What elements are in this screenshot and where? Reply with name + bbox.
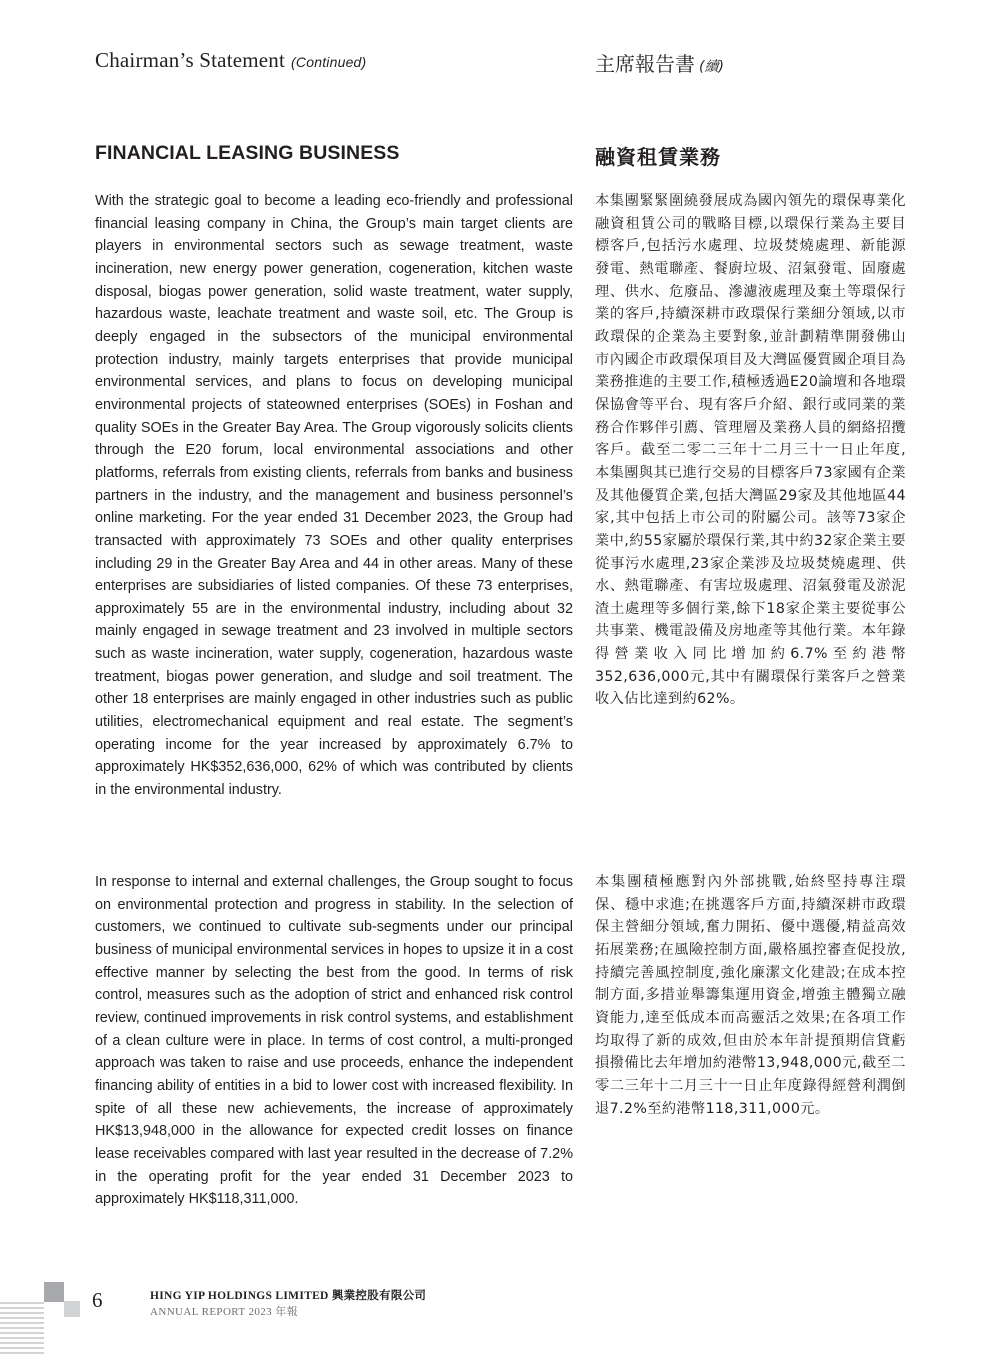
paragraph-en-1: With the strategic goal to become a leading eco-friendly and professional financial leasing company in China, the Group’s main target clients are players in environmental sectors such as sewage treatment, waste incineration, new energy power generation, cogeneration, kitchen waste disposal, biogas power generation, solid waste treatment, water supply, hazardous waste, leachate treatment and waste soil, etc. The Group is deeply engaged in the subsectors of the municipal environmental protection industry, mainly targets enterprises that provide municipal environmental services, and plans to focus on developing municipal environmental projects of stateowned enterprises (SOEs) in Foshan and quality SOEs in the Greater Bay Area. The Group vigorously solicits clients through the E20 forum, local environmental associations and other platforms, referrals from existing clients, referrals from banks and business partners in the industry, and the management and business personnel’s online marketing. For the year ended 31 December 2023, the Group had transacted with approximately 73 SOEs and other quality enterprises including 29 in the Greater Bay Area and 44 in other areas. Many of these enterprises are subsidiaries of listed companies. Of these 73 enterprises, approximately 55 are in the environmental industry, including about 32 mainly engaged in sewage treatment and 23 involved in multiple sectors such as waste incineration, water supply, cogeneration, hazardous waste treatment, biogas power generation, and sludge and soil treatment. The other 18 enterprises are mainly engaged in other industries such as public utilities, electromechanical equipment and real estate. The segment’s operating income for the year increased by approximately 6.7% to approximately HK$352,636,000, 62% of which was contributed by clients in the environmental industry.	[95, 193, 573, 799]
page-number: 6	[92, 1288, 103, 1312]
paragraph-en-2: In response to internal and external challenges, the Group sought to focus on environmental protection and progress in stability. In the selection of customers, we continued to cultivate sub-segments under our principal business of municipal environmental services in hopes to upsize it in a cost effective manner by selecting the best from the good. In terms of risk control, measures such as the adoption of strict and enhanced risk control review, continued improvements in risk control systems, and establishment of a clean culture were in place. In terms of cost control, a multi-pronged approach was taken to raise and use proceeds, enhance the independent financing ability of entities in a bid to lower cost with increased flexibility. In spite of all these new achievements, the increase of approximately HK$13,948,000 in the allowance for expected credit losses on finance lease receivables compared with last year resulted in the decrease of 7.2% in the operating profit for the year ended 31 December 2023 to approximately HK$118,311,000.	[95, 874, 573, 1208]
footer-company-name: HING YIP HOLDINGS LIMITED 興業控股有限公司	[150, 1290, 427, 1302]
footer-annual-report: ANNUAL REPORT 2023 年報	[150, 1306, 298, 1318]
section-heading-en: FINANCIAL LEASING BUSINESS	[95, 142, 400, 164]
header-title-zh-text: 主席報告書	[595, 52, 695, 76]
section-heading-zh: 融資租賃業務	[595, 145, 721, 169]
header-title-en	[95, 48, 366, 73]
footer-square-pattern-icon	[0, 1282, 80, 1357]
header-title-zh	[595, 48, 724, 77]
header-continued-zh: (續)	[699, 59, 724, 75]
header-title-en-text: Chairman’s Statement	[95, 48, 286, 72]
paragraph-zh-2: 本集團積極應對內外部挑戰,始終堅持專注環保、穩中求進;在挑選客戶方面,持續深耕市政環保主營細分領域,奮力開拓、優中選優,精益高效拓展業務;在風險控制方面,嚴格風控審查促投放,持續完善風控制度,強化廉潔文化建設;在成本控制方面,多措並舉籌集運用資金,增強主體獨立融資能力,達至低成本而高靈活之效果;在各項工作均取得了新的成效,但由於本年計提預期信貸虧損撥備比去年增加約港幣13,948,000元,截至二零二三年十二月三十一日止年度錄得經營利潤倒退7.2%至約港幣118,311,000元。	[595, 874, 906, 1117]
header-continued-en: (Continued)	[291, 54, 367, 70]
paragraph-zh-1: 本集團緊緊圍繞發展成為國內領先的環保專業化融資租賃公司的戰略目標,以環保行業為主要目標客戶,包括污水處理、垃圾焚燒處理、新能源發電、熱電聯產、餐廚垃圾、沼氣發電、固廢處理、供水、危廢品、滲濾液處理及棄土等環保行業的客戶,持續深耕市政環保行業細分領域,以市政環保的企業為主要對象,並計劃精準開發佛山市內國企市政環保項目及大灣區優質國企項目為業務推進的主要工作,積極透過E20論壇和各地環保協會等平台、現有客戶介紹、銀行或同業的業務合作夥伴引薦、管理層及業務人員的網絡招攬客戶。截至二零二三年十二月三十一日止年度,本集團與其已進行交易的目標客戶73家國有企業及其他優質企業,包括大灣區29家及其他地區44家,其中包括上市公司的附屬公司。該等73家企業中,約55家屬於環保行業,其中約32家企業主要從事污水處理,23家企業涉及垃圾焚燒處理、供水、熱電聯產、有害垃圾處理、沼氣發電及淤泥渣土處理等多個行業,餘下18家企業主要從事公共事業、機電設備及房地產等其他行業。本年錄得營業收入同比增加約6.7%至約港幣352,636,000元,其中有關環保行業客戶之營業收入佔比達到約62%。	[595, 193, 906, 708]
